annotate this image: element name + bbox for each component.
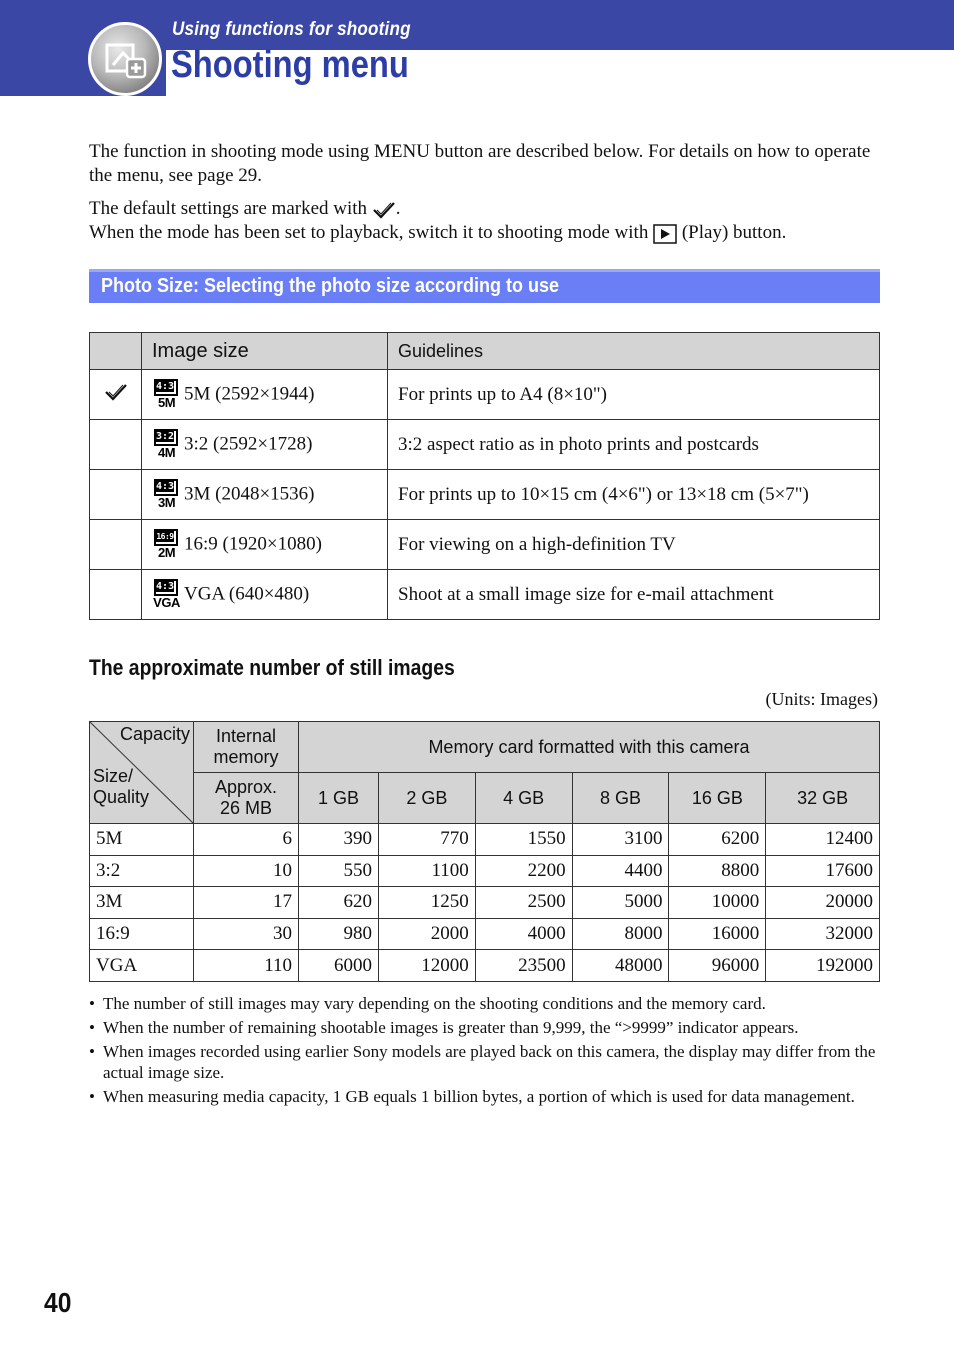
table-cell: 23500 [475, 950, 572, 982]
playback-text: When the mode has been set to playback, switch it to shooting mode with [89, 222, 649, 243]
column-header-image-size: Image size [142, 333, 388, 370]
page-title: Shooting menu [171, 44, 409, 86]
image-size-text: 3M (2048×1536) [184, 482, 315, 504]
note-item: • The number of still images may vary depending on the shooting conditions and the memory card. [89, 993, 879, 1014]
note-item: • When measuring media capacity, 1 GB equals 1 billion bytes, a portion of which is used for data management. [89, 1086, 879, 1107]
table-cell: 192000 [766, 950, 880, 982]
image-size-icon [153, 379, 180, 411]
table-row [90, 470, 880, 520]
intro-paragraph: The function in shooting mode using MENU button are described below. For details on how to operate the menu, see page 29. [89, 141, 871, 186]
card-size-header: 8 GB [572, 773, 669, 824]
image-size-cell [142, 520, 388, 570]
megapixel-label: 3M [157, 494, 176, 510]
table-row [90, 370, 880, 420]
memory-label: memory [213, 747, 279, 767]
table-cell: 17 [194, 887, 299, 919]
size-quality-label [93, 766, 149, 808]
table-cell: 10 [194, 855, 299, 887]
table-row [90, 420, 880, 470]
column-header-default [90, 333, 142, 370]
row-label: 5M [90, 824, 194, 856]
guideline-cell: For prints up to 10×15 cm (4×6") or 13×18 cm (5×7") [388, 470, 880, 520]
megapixel-label: 5M [157, 394, 176, 410]
table-cell: 10000 [669, 887, 766, 919]
table-cell: 6200 [669, 824, 766, 856]
still-images-heading: The approximate number of still images [89, 655, 455, 680]
card-size-header: 2 GB [378, 773, 475, 824]
table-cell: 1550 [475, 824, 572, 856]
units-note: (Units: Images) [765, 689, 878, 709]
internal-label: Internal [215, 726, 277, 746]
table-cell: 8800 [669, 855, 766, 887]
play-button-icon [653, 224, 677, 244]
image-size-text: 3:2 (2592×1728) [184, 432, 313, 454]
card-size-header: 4 GB [475, 773, 572, 824]
image-size-text: 5M (2592×1944) [184, 382, 315, 404]
photo-size-heading: Photo Size: Selecting the photo size according to use [101, 275, 560, 297]
playback-text-end: (Play) button. [681, 222, 787, 243]
table-row [90, 950, 880, 982]
table-cell: 12000 [378, 950, 475, 982]
megapixel-label: 2M [157, 544, 176, 560]
aspect-ratio-label: 4:3 [156, 380, 175, 392]
table-header-row [90, 333, 880, 370]
table-cell: 6 [194, 824, 299, 856]
table-cell: 980 [299, 918, 379, 950]
table-cell: 2500 [475, 887, 572, 919]
table-cell: 4400 [572, 855, 669, 887]
capacity-value: 26 MB [219, 798, 273, 818]
note-item: • When images recorded using earlier Sony models are played back on this camera, the display may differ from the actual image size. [89, 1041, 879, 1083]
image-size-icon [153, 429, 180, 461]
table-cell: 2200 [475, 855, 572, 887]
aspect-ratio-label: 4:3 [156, 480, 175, 492]
internal-memory-header [194, 722, 299, 773]
table-cell: 20000 [766, 887, 880, 919]
default-cell [90, 470, 142, 520]
table-cell: 16000 [669, 918, 766, 950]
aspect-ratio-label: 16:9 [156, 531, 174, 541]
table-row [90, 918, 880, 950]
approx-label: Approx. [214, 777, 278, 797]
notes-list [89, 993, 879, 1110]
image-size-icon [153, 529, 180, 561]
megapixel-label: VGA [153, 594, 180, 610]
section-kicker: Using functions for shooting [172, 19, 411, 40]
table-row [90, 520, 880, 570]
internal-capacity-header [194, 773, 299, 824]
table-header-row [90, 722, 880, 773]
guideline-cell: Shoot at a small image size for e-mail attachment [388, 570, 880, 620]
image-size-text: VGA (640×480) [184, 582, 310, 604]
table-cell: 96000 [669, 950, 766, 982]
default-cell [90, 570, 142, 620]
megapixel-label: 4M [157, 444, 176, 460]
image-size-cell [142, 420, 388, 470]
table-cell: 32000 [766, 918, 880, 950]
quality-label: Quality [93, 787, 150, 807]
table-cell: 8000 [572, 918, 669, 950]
memory-card-header: Memory card formatted with this camera [299, 722, 880, 773]
table-cell: 48000 [572, 950, 669, 982]
image-size-cell [142, 570, 388, 620]
page-number: 40 [44, 1287, 72, 1318]
table-cell: 4000 [475, 918, 572, 950]
row-label: 16:9 [90, 918, 194, 950]
card-size-header: 16 GB [669, 773, 766, 824]
photo-size-heading-band [89, 269, 880, 303]
default-settings-period: . [395, 198, 401, 219]
table-cell: 3100 [572, 824, 669, 856]
table-row [90, 855, 880, 887]
column-header-guidelines: Guidelines [388, 333, 880, 370]
image-size-icon [153, 479, 180, 511]
card-size-header: 32 GB [766, 773, 880, 824]
capacity-label: Capacity [119, 724, 190, 744]
table-cell: 620 [299, 887, 379, 919]
table-cell: 30 [194, 918, 299, 950]
check-mark-icon [104, 382, 128, 402]
row-label: 3:2 [90, 855, 194, 887]
guideline-cell: 3:2 aspect ratio as in photo prints and postcards [388, 420, 880, 470]
table-cell: 1250 [378, 887, 475, 919]
table-cell: 2000 [378, 918, 475, 950]
card-size-header: 1 GB [299, 773, 379, 824]
image-size-cell [142, 370, 388, 420]
image-size-icon [153, 579, 180, 611]
default-settings-line [89, 197, 889, 221]
camera-plus-icon [88, 22, 162, 96]
table-cell: 6000 [299, 950, 379, 982]
guideline-cell: For viewing on a high-definition TV [388, 520, 880, 570]
table-cell: 12400 [766, 824, 880, 856]
default-cell [90, 370, 142, 420]
table-cell: 110 [194, 950, 299, 982]
table-row [90, 887, 880, 919]
check-mark-icon [372, 200, 396, 220]
image-size-cell [142, 470, 388, 520]
default-cell [90, 520, 142, 570]
default-cell [90, 420, 142, 470]
table-cell: 390 [299, 824, 379, 856]
note-item: • When the number of remaining shootable images is greater than 9,999, the “>9999” indicator appears. [89, 1017, 879, 1038]
table-cell: 550 [299, 855, 379, 887]
corner-header-cell [90, 722, 194, 824]
table-cell: 770 [378, 824, 475, 856]
table-cell: 17600 [766, 855, 880, 887]
photo-size-table [89, 332, 880, 620]
table-row [90, 824, 880, 856]
size-label: Size/ [93, 766, 134, 786]
row-label: VGA [90, 950, 194, 982]
aspect-ratio-label: 3:2 [156, 430, 175, 442]
table-cell: 1100 [378, 855, 475, 887]
row-label: 3M [90, 887, 194, 919]
table-header-row [90, 773, 880, 824]
default-settings-text: The default settings are marked with [89, 198, 368, 219]
image-size-text: 16:9 (1920×1080) [184, 532, 322, 554]
guideline-cell: For prints up to A4 (8×10") [388, 370, 880, 420]
still-images-table [89, 721, 880, 982]
aspect-ratio-label: 4:3 [156, 580, 175, 592]
table-row [90, 570, 880, 620]
playback-line [89, 221, 889, 245]
table-cell: 5000 [572, 887, 669, 919]
